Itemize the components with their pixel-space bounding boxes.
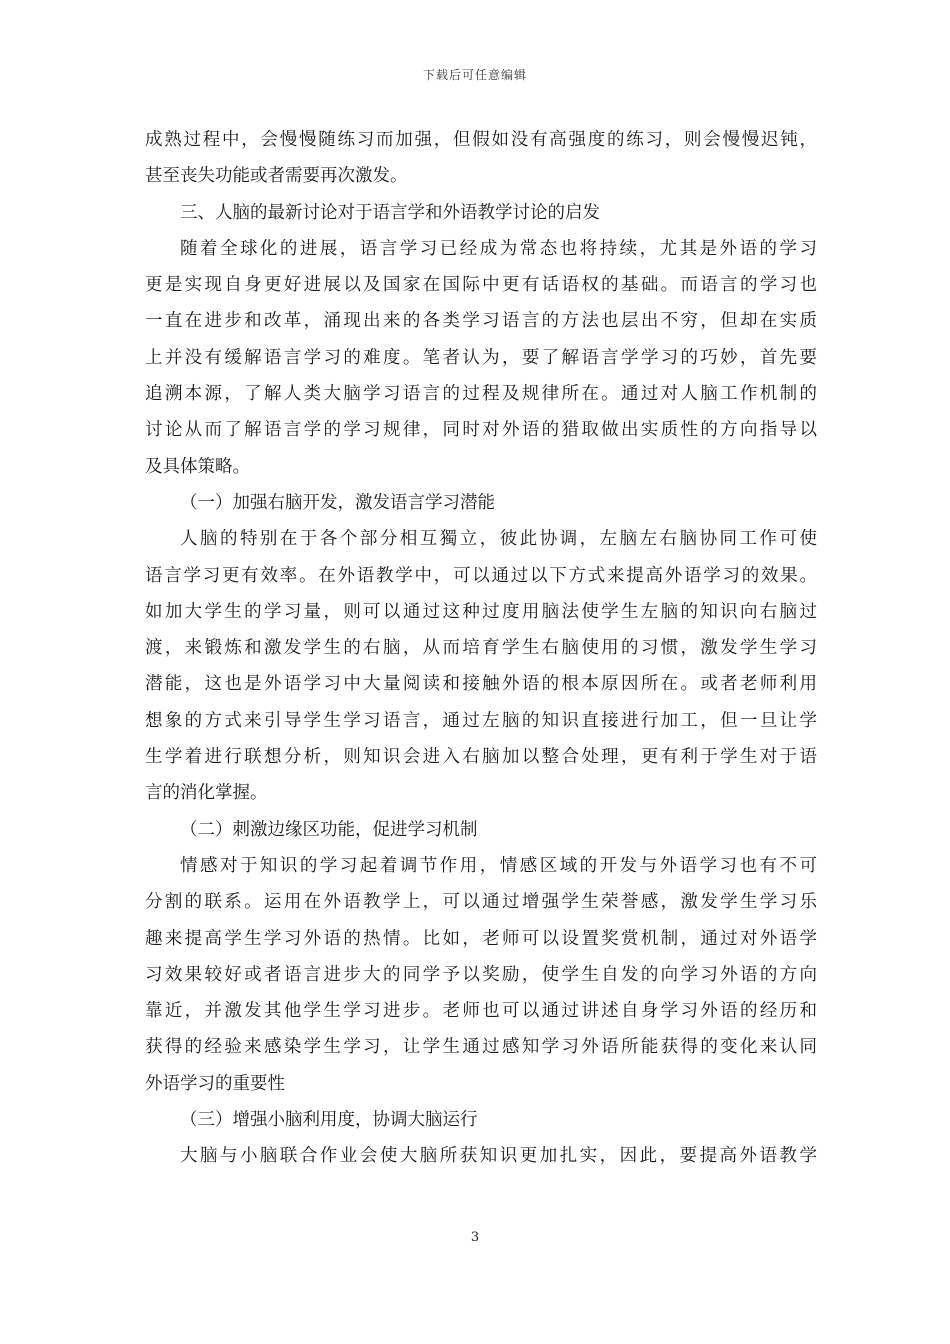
page-header: 下载后可任意编辑 <box>422 68 527 82</box>
text-line: 习效果较好或者语言进步大的同学予以奖励，使学生自发的向学习外语的方向 <box>145 964 817 985</box>
text-line: 渡，来锻炼和激发学生的右脑，从而培育学生右脑使用的习惯，激发学生学习 <box>145 638 817 659</box>
text-line: 上并没有缓解语言学习的难度。笔者认为，要了解语言学学习的巧妙，首先要 <box>145 347 817 368</box>
text-line: 三、人脑的最新讨论对于语言学和外语教学讨论的启发 <box>180 202 600 223</box>
text-line: 趣来提高学生学习外语的热情。比如，老师可以设置奖赏机制，通过对外语学 <box>145 928 817 949</box>
text-line: 及具体策略。 <box>145 456 250 477</box>
text-line: 外语学习的重要性 <box>145 1073 285 1094</box>
text-line: 随着全球化的进展，语言学习已经成为常态也将持续，尤其是外语的学习 <box>180 238 817 259</box>
text-line: 分割的联系。运用在外语教学上，可以通过增强学生荣誉感，激发学生学习乐 <box>145 892 817 913</box>
document-body <box>145 122 817 1175</box>
text-line: （三）增强小脑利用度，协调大脑运行 <box>180 1110 478 1131</box>
text-line: 生学着进行联想分析，则知识会进入右脑加以整合处理，更有利于学生对于语 <box>145 747 817 768</box>
text-line: 想象的方式来引导学生学习语言，通过左脑的知识直接进行加工，但一旦让学 <box>145 710 817 731</box>
text-line: 更是实现自身更好进展以及国家在国际中更有话语权的基础。而语言的学习也 <box>145 275 817 296</box>
text-line: 一直在进步和改革，涌现出来的各类学习语言的方法也层出不穷，但却在实质 <box>145 311 817 332</box>
text-line: 情感对于知识的学习起着调节作用，情感区域的开发与外语学习也有不可 <box>180 855 817 876</box>
text-line: 潜能，这也是外语学习中大量阅读和接触外语的根本原因所在。或者老师利用 <box>145 674 817 695</box>
text-line: 语言学习更有效率。在外语教学中，可以通过以下方式来提高外语学习的效果。 <box>145 565 817 586</box>
text-line: 追溯本源，了解人类大脑学习语言的过程及规律所在。通过对人脑工作机制的 <box>145 384 817 405</box>
text-line: 讨论从而了解语言学的学习规律，同时对外语的猎取做出实质性的方向指导以 <box>145 420 817 441</box>
text-line: 大脑与小脑联合作业会使大脑所获知识更加扎实，因此，要提高外语教学 <box>180 1146 817 1167</box>
text-line: 如加大学生的学习量，则可以通过这种过度用脑法使学生左脑的知识向右脑过 <box>145 601 817 622</box>
text-line: 言的消化掌握。 <box>145 783 268 804</box>
page-number: 3 <box>470 1230 480 1245</box>
text-line: 成熟过程中，会慢慢随练习而加强，但假如没有高强度的练习，则会慢慢迟钝， <box>145 130 817 150</box>
text-line: 甚至丧失功能或者需要再次激发。 <box>145 166 408 187</box>
text-line: 获得的经验来感染学生学习，让学生通过感知学习外语所能获得的变化来认同 <box>145 1037 817 1058</box>
text-line: （一）加强右脑开发，激发语言学习潜能 <box>180 492 495 513</box>
text-line: 人脑的特别在于各个部分相互獨立，彼此协调，左脑左右脑协同工作可使 <box>180 529 817 550</box>
text-line: （二）刺激边缘区功能，促进学习机制 <box>180 819 478 840</box>
text-line: 靠近，并激发其他学生学习进步。老师也可以通过讲述自身学习外语的经历和 <box>145 1001 817 1022</box>
